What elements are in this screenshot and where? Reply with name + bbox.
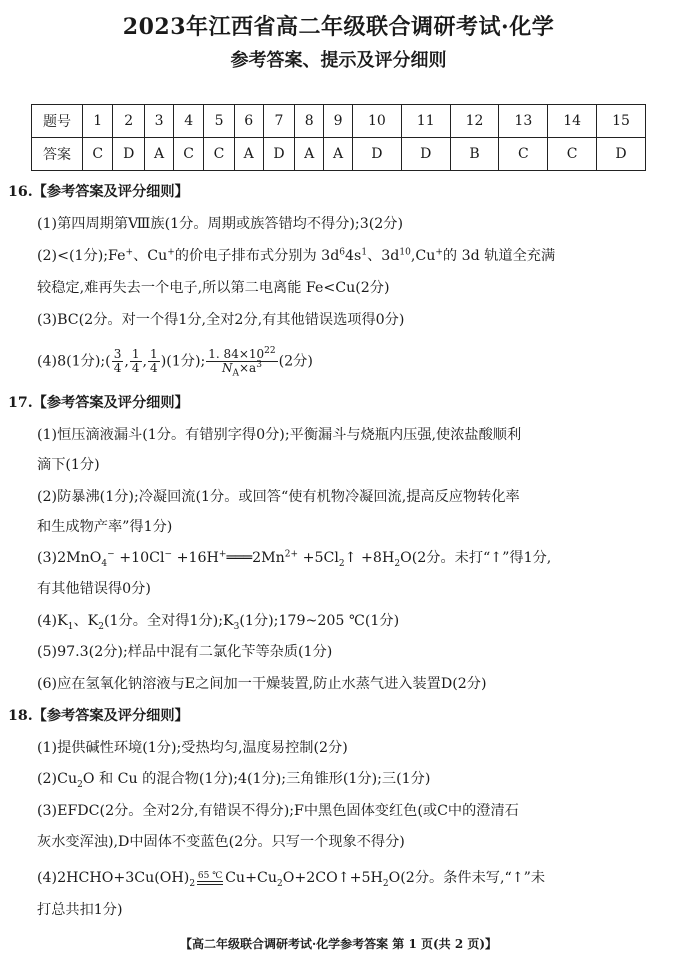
answer-cell: C xyxy=(548,138,597,171)
question-number-cell: 9 xyxy=(324,105,353,138)
q17-line-6: 有其他错误得0分) xyxy=(37,581,151,597)
question-number-cell: 8 xyxy=(295,105,324,138)
row-label-answer: 答案 xyxy=(32,138,83,171)
answer-cell: C xyxy=(499,138,548,171)
answer-cell: C xyxy=(83,138,113,171)
page-subtitle: 参考答案、提示及评分细则 xyxy=(230,50,447,71)
question-number-cell: 1 xyxy=(83,105,113,138)
question-number-cell: 13 xyxy=(499,105,548,138)
fraction-1-4-a: $\frac{1}{4}$ xyxy=(131,347,140,375)
q18-line-6: 打总共扣1分) xyxy=(37,902,123,918)
answer-cell: D xyxy=(597,138,646,171)
q16-line-5: (4)8(1分);( $\frac{3}{4}$ , $\frac{1}{4}$ , $\frac{1}{4}$ )(1分); $\frac{1. 84\times 10^{22}}{N_A\times a^3}$ (2分) xyxy=(37,346,313,379)
fraction-3-4: $\frac{3}{4}$ xyxy=(113,347,122,375)
q18-line-4: 灰水变浑浊),D中固体不变蓝色(2分。只写一个现象不得分) xyxy=(37,834,405,850)
reaction-condition: 65 ℃ xyxy=(197,872,223,885)
row-label-question-number: 题号 xyxy=(32,105,83,138)
q18-heading: 18.【参考答案及评分细则】 xyxy=(8,708,189,724)
question-number-row xyxy=(32,105,646,138)
question-number-cell: 11 xyxy=(401,105,450,138)
page-title: 2023年江西省高二年级联合调研考试·化学 xyxy=(122,14,555,40)
q16-heading: 16.【参考答案及评分细则】 xyxy=(8,184,189,200)
q18-line-5: $(4)2HCHO+3Cu(OH)_2$ 65 ℃ $Cu+Cu_2O+2CO↑+5H_2O(2$分。条件未写,“↑”未 xyxy=(37,870,546,889)
q17-line-3: (2)防暴沸(1分);冷凝回流(1分。或回答“使有机物冷凝回流,提高反应物转化率 xyxy=(37,489,520,505)
fraction-1-4-b: $\frac{1}{4}$ xyxy=(150,347,158,375)
q16-line-2: (2)<(1分);Fe+、Cu+的价电子排布式分别为 $3d^64s^1$、$3d^{10},Cu^+$的 3d 轨道全充满 xyxy=(37,247,556,264)
answer-cell: C xyxy=(204,138,234,171)
answer-cell: D xyxy=(352,138,401,171)
q17-line-9: (6)应在氢氧化钠溶液与E之间加一干燥装置,防止水蒸气进入装置D(2分) xyxy=(37,676,487,692)
answer-cell: A xyxy=(324,138,353,171)
q16-line-4: (3)BC(2分。对一个得1分,全对2分,有其他错误选项得0分) xyxy=(37,312,405,328)
q17-heading: 17.【参考答案及评分细则】 xyxy=(8,395,189,411)
q18-line-3: (3)EFDC(2分。全对2分,有错误不得分);F中黑色固体变红色(或C中的澄清石 xyxy=(37,803,519,819)
q17-line-4: 和生成物产率”得1分) xyxy=(37,519,173,535)
page-footer: 【高二年级联合调研考试·化学参考答案 第 1 页(共 2 页)】 xyxy=(179,937,498,951)
q17-line-7: $(4)K_1$、$K_2(1$分。全对得1分)$;K_3(1$分);179~205 ℃(1分) xyxy=(37,613,400,632)
answer-cell: A xyxy=(145,138,174,171)
q17-line-2: 滴下(1分) xyxy=(37,457,100,473)
question-number-cell: 3 xyxy=(145,105,174,138)
q17-line-8: (5)97.3(2分);样品中混有二氯化苄等杂质(1分) xyxy=(37,644,333,660)
question-number-cell: 5 xyxy=(204,105,234,138)
question-number-cell: 10 xyxy=(352,105,401,138)
answer-cell: D xyxy=(113,138,145,171)
answer-cell: A xyxy=(295,138,324,171)
q18-line-1: (1)提供碱性环境(1分);受热均匀,温度易控制(2分) xyxy=(37,740,348,756)
q18-line-2: $(2)Cu_2O$ 和 Cu 的混合物(1分);4(1分);三角锥形(1分);三(1分) xyxy=(37,771,431,790)
answer-cell: B xyxy=(450,138,499,171)
q16-line-3: 较稳定,难再失去一个电子,所以第二电离能 Fe<Cu(2分) xyxy=(37,280,390,296)
answer-cell: D xyxy=(401,138,450,171)
density-fraction: $\frac{1. 84\times 10^{22}}{N_A\times a^3}$ xyxy=(208,346,276,379)
answer-row xyxy=(32,138,646,171)
answer-cell: C xyxy=(173,138,203,171)
question-number-cell: 14 xyxy=(548,105,597,138)
question-number-cell: 6 xyxy=(234,105,263,138)
q17-line-1: (1)恒压滴液漏斗(1分。有错别字得0分);平衡漏斗与烧瓶内压强,使浓盐酸顺利 xyxy=(37,427,522,443)
question-number-cell: 7 xyxy=(263,105,295,138)
question-number-cell: 2 xyxy=(113,105,145,138)
answer-cell: D xyxy=(263,138,295,171)
q16-line-1: (1)第四周期第Ⅷ族(1分。周期或族答错均不得分);3(2分) xyxy=(37,216,404,232)
answer-table xyxy=(31,104,646,171)
question-number-cell: 4 xyxy=(173,105,203,138)
question-number-cell: 12 xyxy=(450,105,499,138)
question-number-cell: 15 xyxy=(597,105,646,138)
q17-line-5: $(3)2MnO_4^- +10Cl^- +16H^+═══2Mn^{2+}$ $+5Cl_2↑ +8H_2O(2$分。未打“↑”得1分, xyxy=(37,549,552,569)
answer-cell: A xyxy=(234,138,263,171)
